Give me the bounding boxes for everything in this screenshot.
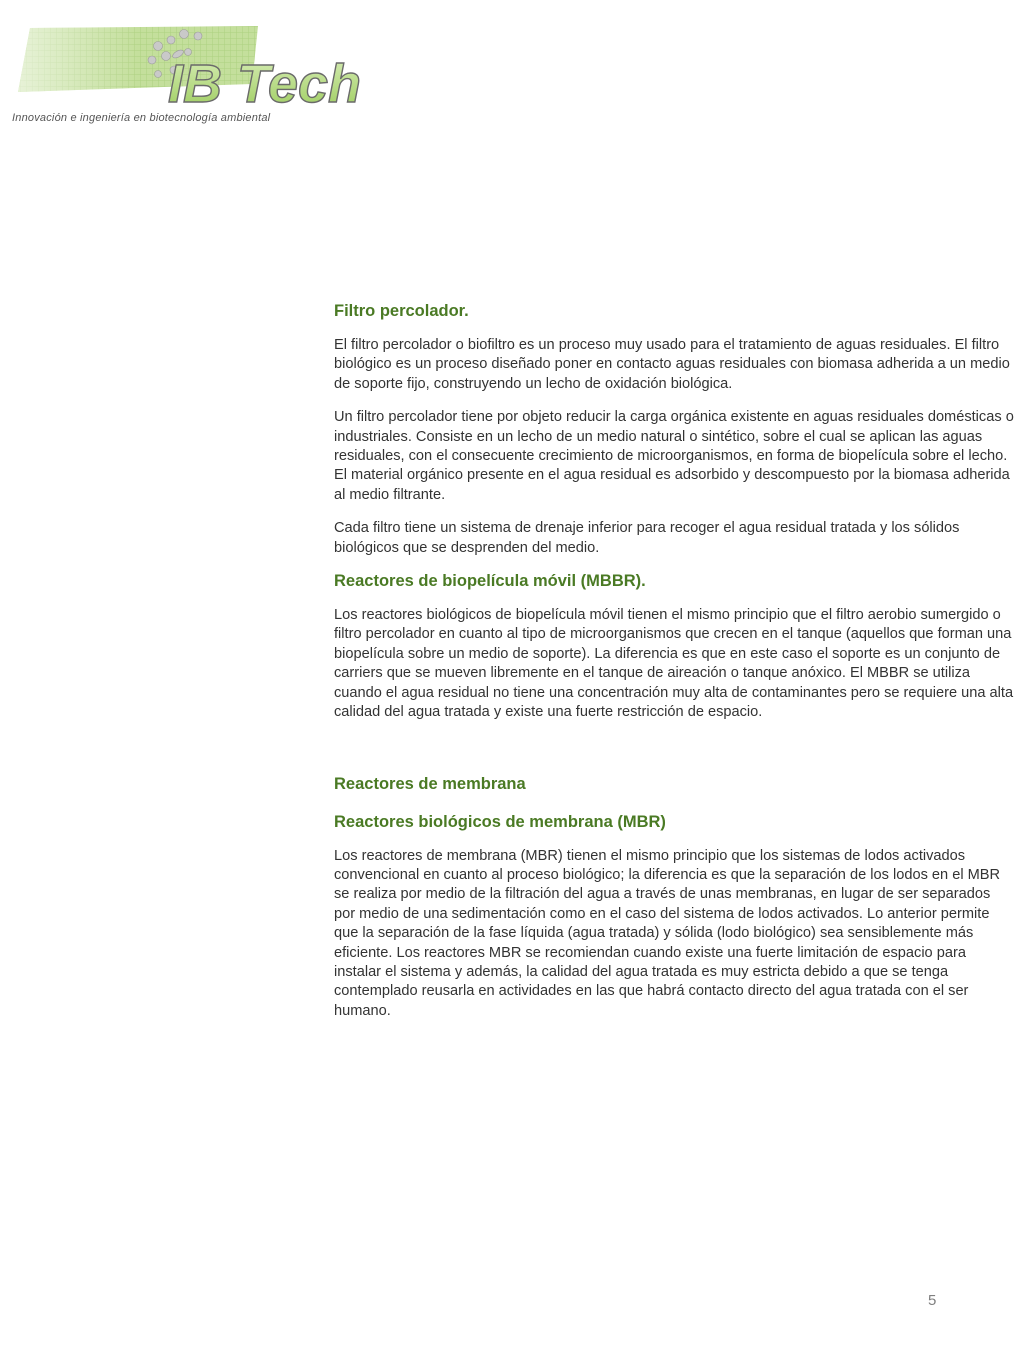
heading-filtro-percolador: Filtro percolador. bbox=[334, 302, 469, 320]
paragraph-mbbr-1: Los reactores biológicos de biopelícula móvil tienen el mismo principio que el filtro aerobio sumergido o filtro percolador en cuanto al tipo de microorganismos que crecen en el tanque (aquellos que forman una biopelícula sobre un medio de soporte). La diferencia es que en este caso el soporte es un conjunto de carriers que se mueven libremente en el tanque de aireación o tanque anóxico. El MBBR se utiliza cuando el agua residual no tiene una concentración muy alta de contaminantes pero se requiere una alta calidad del agua tratada y existe una fuerte restricción de espacio. bbox=[334, 607, 1014, 721]
subheading-mbr: Reactores biológicos de membrana (MBR) bbox=[334, 812, 666, 831]
heading-mbbr: Reactores de biopelícula móvil (MBBR). bbox=[334, 572, 646, 591]
paragraph-filtro-1: El filtro percolador o biofiltro es un proceso muy usado para el tratamiento de aguas residuales. El filtro biológico es un proceso diseñado poner en contacto aguas residuales con biomasa adherida a un medio de soporte fijo, construyendo un lecho de oxidación biológica. bbox=[334, 337, 1010, 392]
paragraph-filtro-2: Un filtro percolador tiene por objeto reducir la carga orgánica existente en aguas residuales domésticas o industriales. Consiste en un lecho de un medio natural o sintético, sobre el cual se aplican las aguas residuales, con el consecuente crecimiento de microorganismos, en forma de biopelícula sobre el lecho. El material orgánico presente en el agua residual es adsorbido y descompuesto por la biomasa adherida al medio filtrante. bbox=[334, 409, 1014, 503]
heading-reactores-membrana: Reactores de membrana bbox=[334, 774, 526, 793]
paragraph-mbr-1: Los reactores de membrana (MBR) tienen el mismo principio que los sistemas de lodos activados convencional en cuanto al proceso biológico; la diferencia es que la separación de los lodos en el MBR se realiza por medio de la filtración del agua a través de unas membranas, en lugar de ser separados por medio de una sedimentación como en el caso del sistema de lodos activados. Lo anterior permite que la separación de la fase líquida (agua tratada) y sólida (lodo biológico) sea sensiblemente más eficiente. Los reactores MBR se recomiendan cuando existe una fuerte limitación de espacio para instalar el sistema y además, la calidad del agua tratada es muy estricta debido a que se tenga contemplado reusarla en actividades en las que habrá contacto directo del agua tratada con el ser humano. bbox=[334, 847, 1001, 1019]
page-number: 5 bbox=[928, 1292, 937, 1309]
ibtech-logo-graphic bbox=[8, 14, 362, 114]
paragraph-filtro-3: Cada filtro tiene un sistema de drenaje inferior para recoger el agua residual tratada y los sólidos biológicos que se desprenden del medio. bbox=[334, 520, 960, 556]
logo-wordmark: IB Tech bbox=[168, 54, 362, 114]
company-logo bbox=[8, 14, 362, 132]
main-content bbox=[334, 300, 1014, 1021]
company-tagline: Innovación e ingeniería en biotecnología ambiental bbox=[12, 112, 271, 124]
